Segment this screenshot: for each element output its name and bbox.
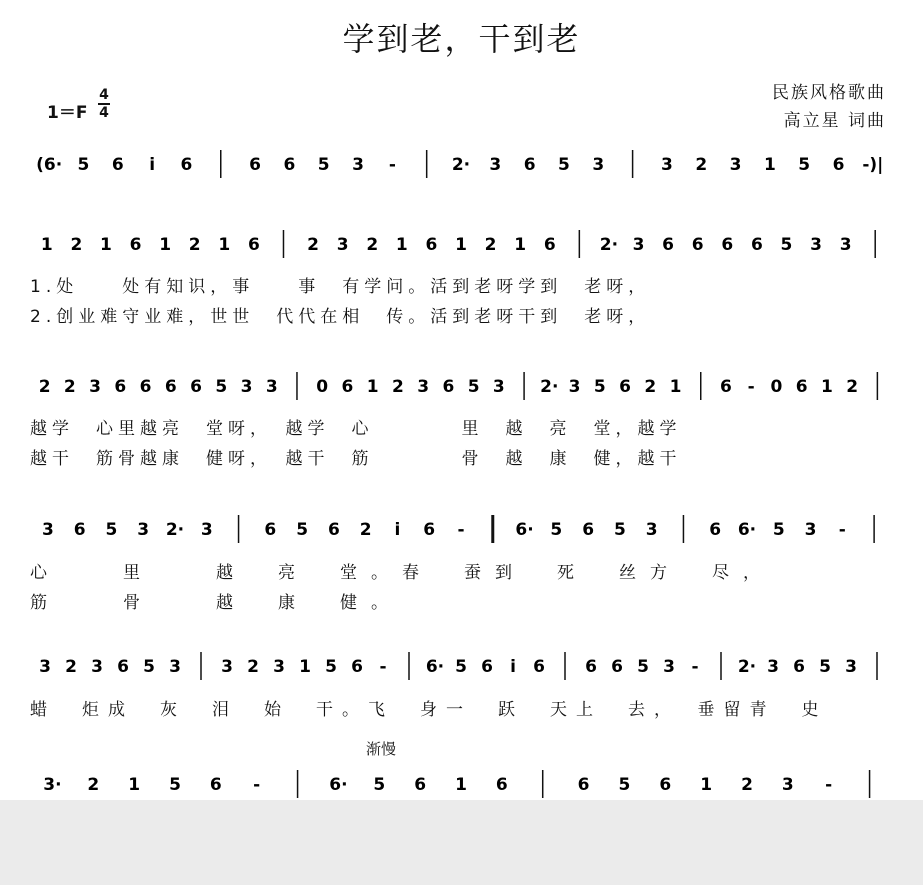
note: 3 [240,377,253,397]
note: 2 [247,657,259,677]
note: 5 [558,155,570,175]
note: 5 [550,520,563,540]
note: 2 [695,155,708,175]
note: 6 [114,377,127,397]
note: 6 [709,520,722,540]
note: i [510,657,516,677]
note: 1 [218,235,231,255]
note: - [457,520,465,540]
note: 3 [273,657,285,677]
note: 6 [164,377,177,397]
key-signature: 1＝F [47,103,88,123]
note: 6 [139,377,152,397]
note: 3 [41,520,54,540]
lyric-line: 越学 心里越亮 堂呀， 越学 心 里 越 亮 堂，越学 [30,419,682,439]
note: 6 [720,377,732,397]
note: i [149,155,156,175]
note: 3 [632,235,645,255]
note: 2 [846,377,859,397]
note: 2 [70,235,83,255]
note: 1 [700,775,713,795]
note: 1 [395,235,408,255]
note: 5 [77,155,90,175]
note: 6 [117,657,129,677]
note: 6 [283,155,296,175]
note: 2 [484,235,497,255]
note: 2 [87,775,100,795]
song-title: 学到老，干到老 [342,20,581,58]
note: 2 [38,377,51,397]
note: 6 [425,235,438,255]
note: 5 [593,377,606,397]
note: 1 [159,235,172,255]
note: 1 [100,235,112,255]
note: 2 [366,235,379,255]
note: 6 [249,155,262,175]
note: i [394,520,401,540]
note: 6 [721,235,734,255]
note: 2· [737,657,757,677]
note: 5 [169,775,181,795]
note: 5 [143,657,155,677]
note: 6 [691,235,704,255]
note: -)| [862,155,884,175]
lyric-line: 越干 筋骨越康 健呀， 越干 筋 骨 越 康 健，越干 [30,449,682,469]
note: 2 [644,377,657,397]
note: 3 [810,235,822,255]
note: 3 [767,657,779,677]
note: 6 [832,155,845,175]
note: 5 [455,657,467,677]
viewer-footer [0,800,923,885]
note: 5 [215,377,228,397]
note: 2 [65,657,77,677]
note: 3 [89,377,102,397]
note: 5 [325,657,337,677]
note: 2· [599,235,619,255]
note: 6 [543,235,556,255]
note: 3 [265,377,278,397]
note: 6 [585,657,597,677]
note: 1 [455,235,467,255]
note: 6 [662,235,675,255]
note: 6 [341,377,354,397]
note: 2· [165,520,185,540]
note: 6 [423,520,436,540]
note: 2· [540,377,559,397]
note: 6· [515,520,534,540]
note: 6 [209,775,222,795]
lyric-line: 1.处 处有知识，事 事 有学问。活到老呀学到 老呀， [30,277,651,297]
note: 5 [467,377,480,397]
note: 1 [299,657,311,677]
note: 1 [128,775,141,795]
note: 6 [582,520,595,540]
note: 1 [455,775,467,795]
note: - [691,657,699,677]
note: - [379,657,387,677]
note: 3 [221,657,233,677]
note: 1 [763,155,776,175]
note: 3 [492,377,505,397]
note: 5 [296,520,309,540]
note: 3 [200,520,213,540]
note: 3 [781,775,794,795]
note: 6 [327,520,340,540]
note: 3 [568,377,581,397]
note: 6 [180,155,193,175]
note: 1 [40,235,53,255]
note: 0 [770,377,783,397]
note: 1 [514,235,527,255]
note: 5 [819,657,831,677]
note: 2 [188,235,201,255]
note: 5 [780,235,793,255]
note: 5 [613,520,626,540]
note: 6 [795,377,808,397]
note: 6 [73,520,86,540]
note: 1 [669,377,682,397]
note: 6 [619,377,631,397]
lyric-line: 蜡 炬成 灰 泪 始 干。飞 身一 跃 天上 去， 垂留青 史 [30,700,828,720]
note: 5 [637,657,649,677]
note: 6 [351,657,363,677]
note: 3 [729,155,742,175]
note: 6 [611,657,623,677]
note: 6 [247,235,260,255]
note: - [253,775,261,795]
note: 6 [523,155,536,175]
note: 6 [750,235,763,255]
note: 5 [373,775,386,795]
note: - [825,775,833,795]
note: (6· [36,155,63,175]
note: 6 [495,775,508,795]
note: 3 [663,657,675,677]
note: 3 [91,657,103,677]
note: 0 [316,377,329,397]
note: 6 [659,775,672,795]
note: 3 [839,235,852,255]
note: 6· [737,520,757,540]
note: 2 [391,377,404,397]
note: 2 [741,775,753,795]
note: 6 [129,235,142,255]
note: 5 [798,155,811,175]
note: 6· [329,775,348,795]
note: 6· [425,657,445,677]
lyric-line: 2.创业难守业难，世世 代代在相 传。活到老呀干到 老呀， [30,307,651,327]
note: 3 [845,657,857,677]
note: 6 [481,657,493,677]
note: 5 [317,155,330,175]
note: 5 [618,775,631,795]
note: 2 [359,520,372,540]
tempo-marking: 渐慢 [366,740,397,758]
note: 6 [793,657,805,677]
note: 3 [417,377,430,397]
note: 3 [645,520,658,540]
note: 1 [820,377,833,397]
note: 3 [660,155,673,175]
time-signature-bottom: 4 [99,105,109,121]
note: 6 [533,657,545,677]
note: 2· [451,155,471,175]
style-note: 民族风格歌曲 [772,83,886,103]
note: 3 [39,657,51,677]
note: - [747,377,755,397]
time-signature-top: 4 [99,87,109,103]
note: 6 [190,377,202,397]
note: 6 [264,520,277,540]
note: 2 [307,235,319,255]
note: 3 [352,155,364,175]
note: 6 [442,377,455,397]
note: 6 [577,775,590,795]
note: - [388,155,396,175]
note: 6 [414,775,427,795]
note: 3 [489,155,502,175]
credits: 高立星 词曲 [783,111,886,131]
note: 3 [169,657,181,677]
lyric-line: 心 里 越 亮 堂。春 蚕到 死 丝方 尽， [30,563,774,583]
note: 6 [111,155,124,175]
note: 5 [105,520,118,540]
note: 3· [43,775,62,795]
note: - [838,520,846,540]
note: 3 [804,520,817,540]
note: 5 [772,520,785,540]
note: 3 [592,155,605,175]
note: 2 [63,377,76,397]
note: 1 [366,377,379,397]
note: 3 [336,235,349,255]
lyric-line: 筋 骨 越 康 健。 [30,593,402,613]
note: 3 [137,520,150,540]
